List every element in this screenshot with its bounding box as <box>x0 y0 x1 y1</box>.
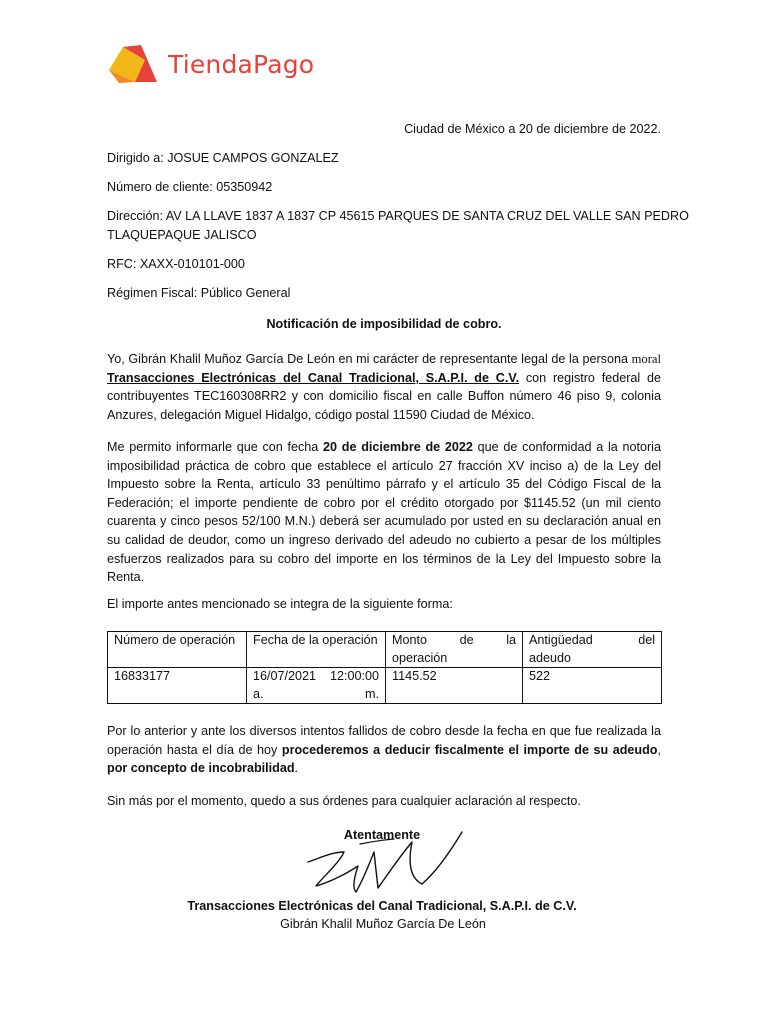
header-age: Antigüedad del adeudo <box>523 632 662 668</box>
notice-title: Notificación de imposibilidad de cobro. <box>266 317 502 331</box>
para1-intro: Yo, Gibrán Khalil Muñoz García De León en mi carácter de representante legal de la persona <box>107 352 632 366</box>
closing-company: Transacciones Electrónicas del Canal Tradicional, S.A.P.I. de C.V. <box>187 899 577 913</box>
para4-bold2: por concepto de incobrabilidad <box>107 761 295 776</box>
closing-name: Gibrán Khalil Muñoz García De León <box>280 917 486 931</box>
para2-rest: que de conformidad a la notoria imposibilidad práctica de cobro que establece el artículo 27 fracción XV inciso a) de la Ley del Impuesto sobre la Renta, artículo 33 penúltimo párrafo y el artículo 35 del Código Fiscal de la Federación; el importe pendiente de cobro por el crédito otorgado por $1145.52 (un mil ciento cuarenta y cinco pesos 52/100 M.N.) deberá ser acumulado por usted en su declaración anual en su calidad de deudor, como un ingreso derivado del adeudo no cubierto a pesar de los múltiples esfuerzos realizados para su cobro del importe en los términos de la Ley del Impuesto sobre la Renta. <box>107 440 661 585</box>
paragraph-closing: Sin más por el momento, quedo a sus órdenes para cualquier aclaración al respecto. <box>107 794 581 808</box>
cell-age: 522 <box>523 668 662 704</box>
paragraph-representative <box>107 350 661 424</box>
tax-regime-line: Régimen Fiscal: Público General <box>107 286 291 300</box>
operations-table <box>107 631 662 704</box>
address-line-1: Dirección: AV LA LLAVE 1837 A 1837 CP 45615 PARQUES DE SANTA CRUZ DEL VALLE SAN PEDRO <box>107 209 689 223</box>
tiendapago-logo-icon <box>107 44 159 84</box>
header-amount: Monto de la operación <box>386 632 523 668</box>
cell-operation-date: 16/07/2021 12:00:00 a. m. <box>247 668 386 704</box>
brand-logo <box>107 44 314 84</box>
para4-comma: , <box>657 742 661 757</box>
para4-end: . <box>294 761 299 776</box>
client-number: Número de cliente: 05350942 <box>107 180 273 194</box>
paragraph-notification <box>107 438 661 587</box>
rfc-line: RFC: XAXX-010101-000 <box>107 257 245 271</box>
header-operation-number: Número de operación <box>108 632 247 668</box>
table-row <box>108 668 662 704</box>
para2-date: 20 de diciembre de 2022 <box>323 440 473 454</box>
brand-name: TiendaPago <box>168 49 315 79</box>
closing-atentamente: Atentamente <box>343 828 421 842</box>
recipient-name: Dirigido a: JOSUE CAMPOS GONZALEZ <box>107 151 339 165</box>
handwritten-signature <box>300 822 470 902</box>
cell-amount: 1145.52 <box>386 668 523 704</box>
cell-operation-number: 16833177 <box>108 668 247 704</box>
address-line-2: TLAQUEPAQUE JALISCO <box>107 228 257 242</box>
para4-bold1: procederemos a deducir fiscalmente el importe de su adeudo <box>281 742 658 757</box>
paragraph-deduction <box>107 722 661 778</box>
para1-moral: moral <box>631 352 661 366</box>
para1-rest: con registro federal de contribuyentes TEC160308RR2 y con domicilio fiscal en calle Buffon número 46 piso 9, colonia Anzures, delegación Miguel Hidalgo, código postal 11590 Ciudad de México. <box>107 370 661 422</box>
para4-start: Por lo anterior y ante los diversos intentos fallidos de cobro desde la fecha en que fue realizada la operación hasta el día de hoy <box>107 724 661 757</box>
header-operation-date: Fecha de la operación <box>247 632 386 668</box>
paragraph-amount-intro: El importe antes mencionado se integra de la siguiente forma: <box>107 597 453 611</box>
para2-start: Me permito informarle que con fecha <box>107 440 324 454</box>
date-line: Ciudad de México a 20 de diciembre de 2022. <box>404 122 661 136</box>
company-name-underlined: Transacciones Electrónicas del Canal Tradicional, S.A.P.I. de C.V. <box>107 370 520 385</box>
table-header-row <box>108 632 662 668</box>
